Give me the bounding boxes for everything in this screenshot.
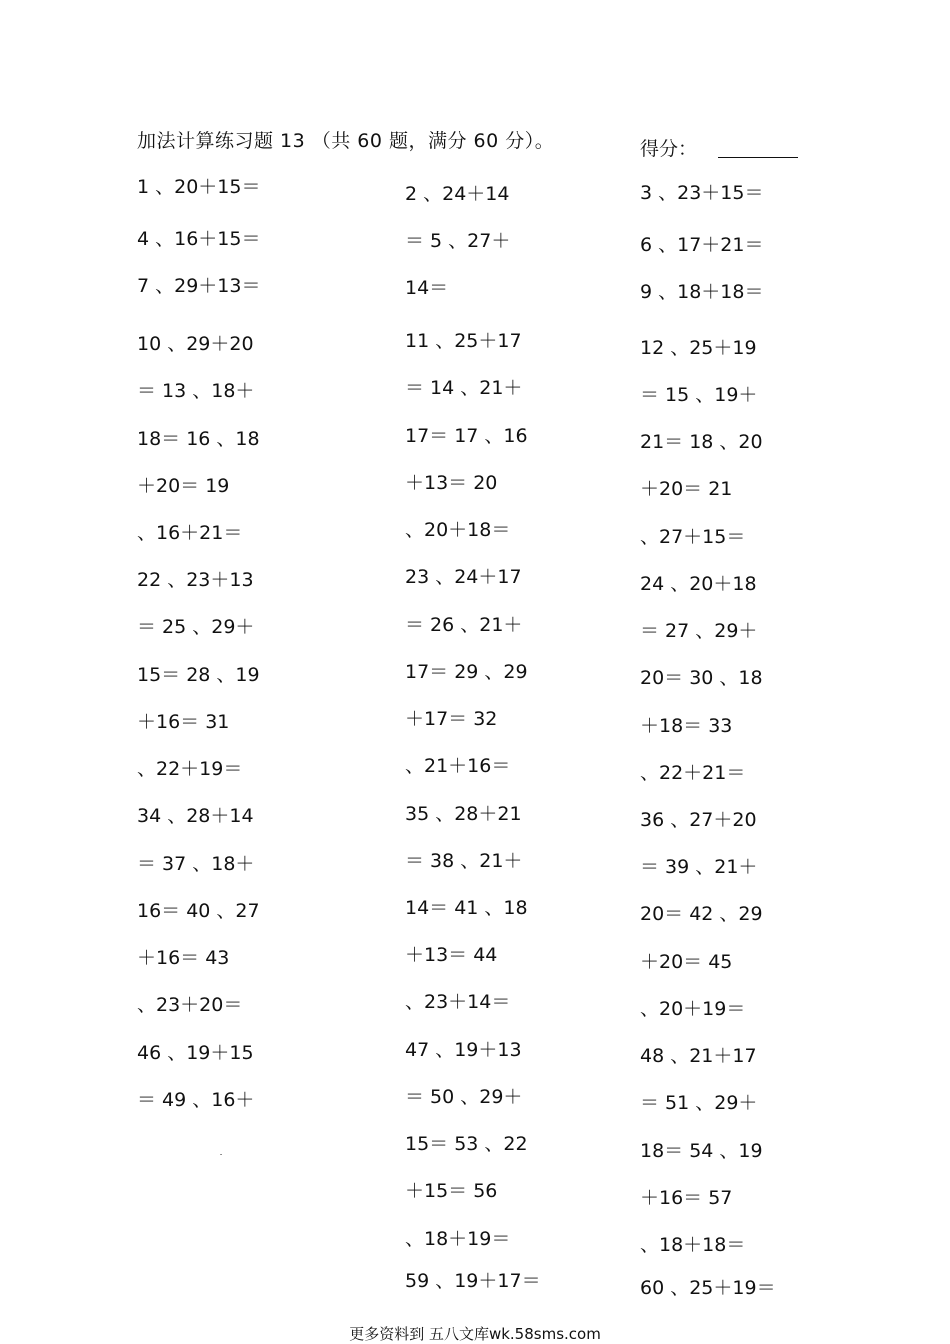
problem-line: ＋13＝ 44 [405,944,498,966]
problem-line: 15＝ 53 、22 [405,1133,528,1155]
problem-line: ＋16＝ 43 [137,947,230,969]
problem-line: 、16＋21＝ [137,522,243,544]
problem-line: 59 、19＋17＝ [405,1270,541,1292]
problem-line: 4 、16＋15＝ [137,228,261,250]
problem-line: ＋20＝ 45 [640,951,733,973]
problem-line: 7 、29＋13＝ [137,275,261,297]
problem-line: 、18＋19＝ [405,1228,511,1250]
problem-line: 14＝ 41 、18 [405,897,528,919]
problem-line: 17＝ 29 、29 [405,661,528,683]
problem-line: ＋16＝ 31 [137,711,230,733]
problem-line: 6 、17＋21＝ [640,234,764,256]
problem-line: 、18＋18＝ [640,1234,746,1256]
worksheet-title: 加法计算练习题 13 （共 60 题，满分 60 分）。 [137,130,555,152]
problem-line: 22 、23＋13 [137,569,254,591]
problem-line: 35 、28＋21 [405,803,522,825]
problem-line: 20＝ 30 、18 [640,667,763,689]
score-label: 得分： [640,138,698,160]
problem-line: 9 、18＋18＝ [640,281,764,303]
problem-line: 21＝ 18 、20 [640,431,763,453]
problem-line: ＋15＝ 56 [405,1180,498,1202]
problem-line: 60 、25＋19＝ [640,1277,776,1299]
problem-line: 、22＋19＝ [137,758,243,780]
problem-line: 15＝ 28 、19 [137,664,260,686]
problem-line: 17＝ 17 、16 [405,425,528,447]
problem-line: 47 、19＋13 [405,1039,522,1061]
problem-line: 24 、20＋18 [640,573,757,595]
page-crop-mask [130,1134,280,1154]
problem-line: 48 、21＋17 [640,1045,757,1067]
problem-line: ＋18＝ 33 [640,715,733,737]
problem-line: 2 、24＋14 [405,183,510,205]
problem-line: ＝ 5 、27＋ [405,230,511,252]
problem-line: 、20＋19＝ [640,998,746,1020]
problem-line: 10 、29＋20 [137,333,254,355]
problem-line: ＋20＝ 21 [640,478,733,500]
problem-line: ＋16＝ 57 [640,1187,733,1209]
problem-line: 、23＋20＝ [137,994,243,1016]
problem-line: 18＝ 16 、18 [137,428,260,450]
problem-line: 3 、23＋15＝ [640,182,764,204]
problem-line: 、20＋18＝ [405,519,511,541]
problem-line: 20＝ 42 、29 [640,903,763,925]
problem-line: 1 、20＋15＝ [137,176,261,198]
problem-line: 16＝ 40 、27 [137,900,260,922]
problem-line: 23 、24＋17 [405,566,522,588]
problem-line: 36 、27＋20 [640,809,757,831]
problem-line: ＝ 49 、16＋ [137,1089,255,1111]
problem-line: ＋20＝ 19 [137,475,230,497]
problem-line: 、27＋15＝ [640,526,746,548]
problem-line: ＝ 37 、18＋ [137,853,255,875]
problem-line: ＝ 14 、21＋ [405,377,523,399]
problem-line: ＋17＝ 32 [405,708,498,730]
problem-line: ＝ 51 、29＋ [640,1092,758,1114]
problem-line: 12 、25＋19 [640,337,757,359]
footer-watermark[interactable]: 更多资料到 五八文库wk.58sms.com [349,1325,601,1343]
problem-line: 、23＋14＝ [405,991,511,1013]
problem-line: ＝ 26 、21＋ [405,614,523,636]
problem-line: 18＝ 54 、19 [640,1140,763,1162]
problem-line: 34 、28＋14 [137,805,254,827]
problem-line: 11 、25＋17 [405,330,522,352]
problem-line: ＝ 50 、29＋ [405,1086,523,1108]
problem-line: ＝ 15 、19＋ [640,384,758,406]
problem-line: 、22＋21＝ [640,762,746,784]
score-blank-line[interactable] [718,157,798,158]
problem-line: 46 、19＋15 [137,1042,254,1064]
problem-line: 、21＋16＝ [405,755,511,777]
problem-line: ＝ 13 、18＋ [137,380,255,402]
problem-line: ＝ 27 、29＋ [640,620,758,642]
problem-line: ＋13＝ 20 [405,472,498,494]
problem-line: ＝ 39 、21＋ [640,856,758,878]
problem-line: ＝ 38 、21＋ [405,850,523,872]
problem-line: 14＝ [405,277,449,299]
problem-line: ＝ 25 、29＋ [137,616,255,638]
